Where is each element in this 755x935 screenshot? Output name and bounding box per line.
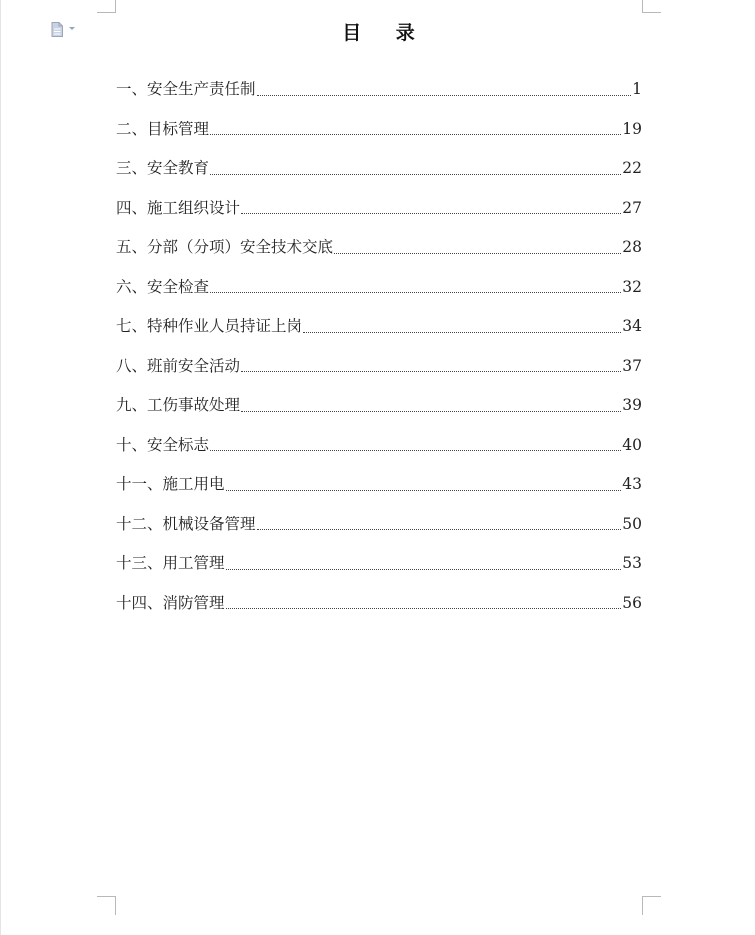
toc-entry-label: 五、分部（分项）安全技术交底 bbox=[116, 238, 334, 256]
toc-dot-leader bbox=[334, 253, 621, 254]
toc-entry[interactable] bbox=[116, 295, 642, 335]
toc-dot-leader bbox=[257, 95, 632, 96]
crop-mark-top-left bbox=[97, 0, 116, 13]
page-title: 目 录 bbox=[342, 22, 429, 44]
table-of-contents bbox=[116, 58, 642, 611]
toc-entry-page-number: 27 bbox=[622, 198, 642, 217]
toc-dot-leader bbox=[210, 134, 621, 135]
toc-dot-leader bbox=[241, 411, 621, 412]
toc-entry-label: 十二、机械设备管理 bbox=[116, 514, 256, 533]
toc-entry[interactable] bbox=[116, 137, 642, 177]
toc-dot-leader bbox=[226, 490, 622, 491]
toc-entry[interactable] bbox=[116, 98, 642, 138]
toc-entry-label: 十四、消防管理 bbox=[116, 593, 225, 612]
toc-entry-page-number: 56 bbox=[622, 593, 642, 612]
toc-entry-page-number: 19 bbox=[622, 119, 642, 138]
toc-entry[interactable] bbox=[116, 532, 642, 572]
toc-entry-label: 七、特种作业人员持证上岗 bbox=[116, 317, 303, 335]
toc-entry-page-number: 40 bbox=[622, 435, 642, 454]
toc-dot-leader bbox=[210, 292, 621, 293]
toc-entry-label: 十三、用工管理 bbox=[116, 554, 225, 572]
toc-dot-leader bbox=[210, 174, 621, 175]
toc-dot-leader bbox=[303, 332, 621, 333]
toc-entry[interactable] bbox=[116, 177, 642, 217]
toc-entry-page-number: 1 bbox=[632, 80, 642, 98]
toc-entry[interactable] bbox=[116, 216, 642, 256]
toc-entry-page-number: 37 bbox=[622, 356, 642, 375]
toc-entry-label: 一、安全生产责任制 bbox=[116, 80, 256, 98]
toc-entry[interactable] bbox=[116, 58, 642, 98]
toc-entry-page-number: 22 bbox=[622, 159, 642, 177]
toc-entry[interactable] bbox=[116, 453, 642, 493]
toc-entry-page-number: 28 bbox=[622, 238, 642, 256]
toc-entry-label: 四、施工组织设计 bbox=[116, 198, 241, 217]
toc-entry-page-number: 53 bbox=[622, 554, 642, 572]
toc-dot-leader bbox=[241, 213, 621, 214]
crop-mark-bottom-right bbox=[642, 896, 661, 915]
toc-dot-leader bbox=[257, 529, 622, 530]
toc-entry-label: 八、班前安全活动 bbox=[116, 356, 241, 375]
toc-entry-label: 三、安全教育 bbox=[116, 159, 210, 177]
toc-dot-leader bbox=[241, 371, 621, 372]
toc-entry-label: 六、安全检查 bbox=[116, 277, 210, 296]
toc-entry[interactable] bbox=[116, 335, 642, 375]
crop-mark-top-right bbox=[642, 0, 661, 13]
toc-dot-leader bbox=[226, 608, 622, 609]
toc-dot-leader bbox=[226, 569, 622, 570]
toc-entry-page-number: 34 bbox=[622, 317, 642, 335]
toc-entry[interactable] bbox=[116, 493, 642, 533]
toc-entry-label: 十一、施工用电 bbox=[116, 475, 225, 493]
toc-entry-page-number: 39 bbox=[622, 396, 642, 414]
toc-entry-page-number: 32 bbox=[622, 277, 642, 296]
toc-entry[interactable] bbox=[116, 256, 642, 296]
toc-entry-label: 二、目标管理 bbox=[116, 119, 210, 138]
toc-entry[interactable] bbox=[116, 572, 642, 612]
toc-entry-page-number: 50 bbox=[622, 514, 642, 533]
toc-entry[interactable] bbox=[116, 374, 642, 414]
toc-dot-leader bbox=[210, 450, 621, 451]
toc-entry-label: 九、工伤事故处理 bbox=[116, 396, 241, 414]
toc-entry[interactable] bbox=[116, 414, 642, 454]
toc-entry-label: 十、安全标志 bbox=[116, 435, 210, 454]
toc-entry-page-number: 43 bbox=[622, 475, 642, 493]
crop-mark-bottom-left bbox=[97, 896, 116, 915]
